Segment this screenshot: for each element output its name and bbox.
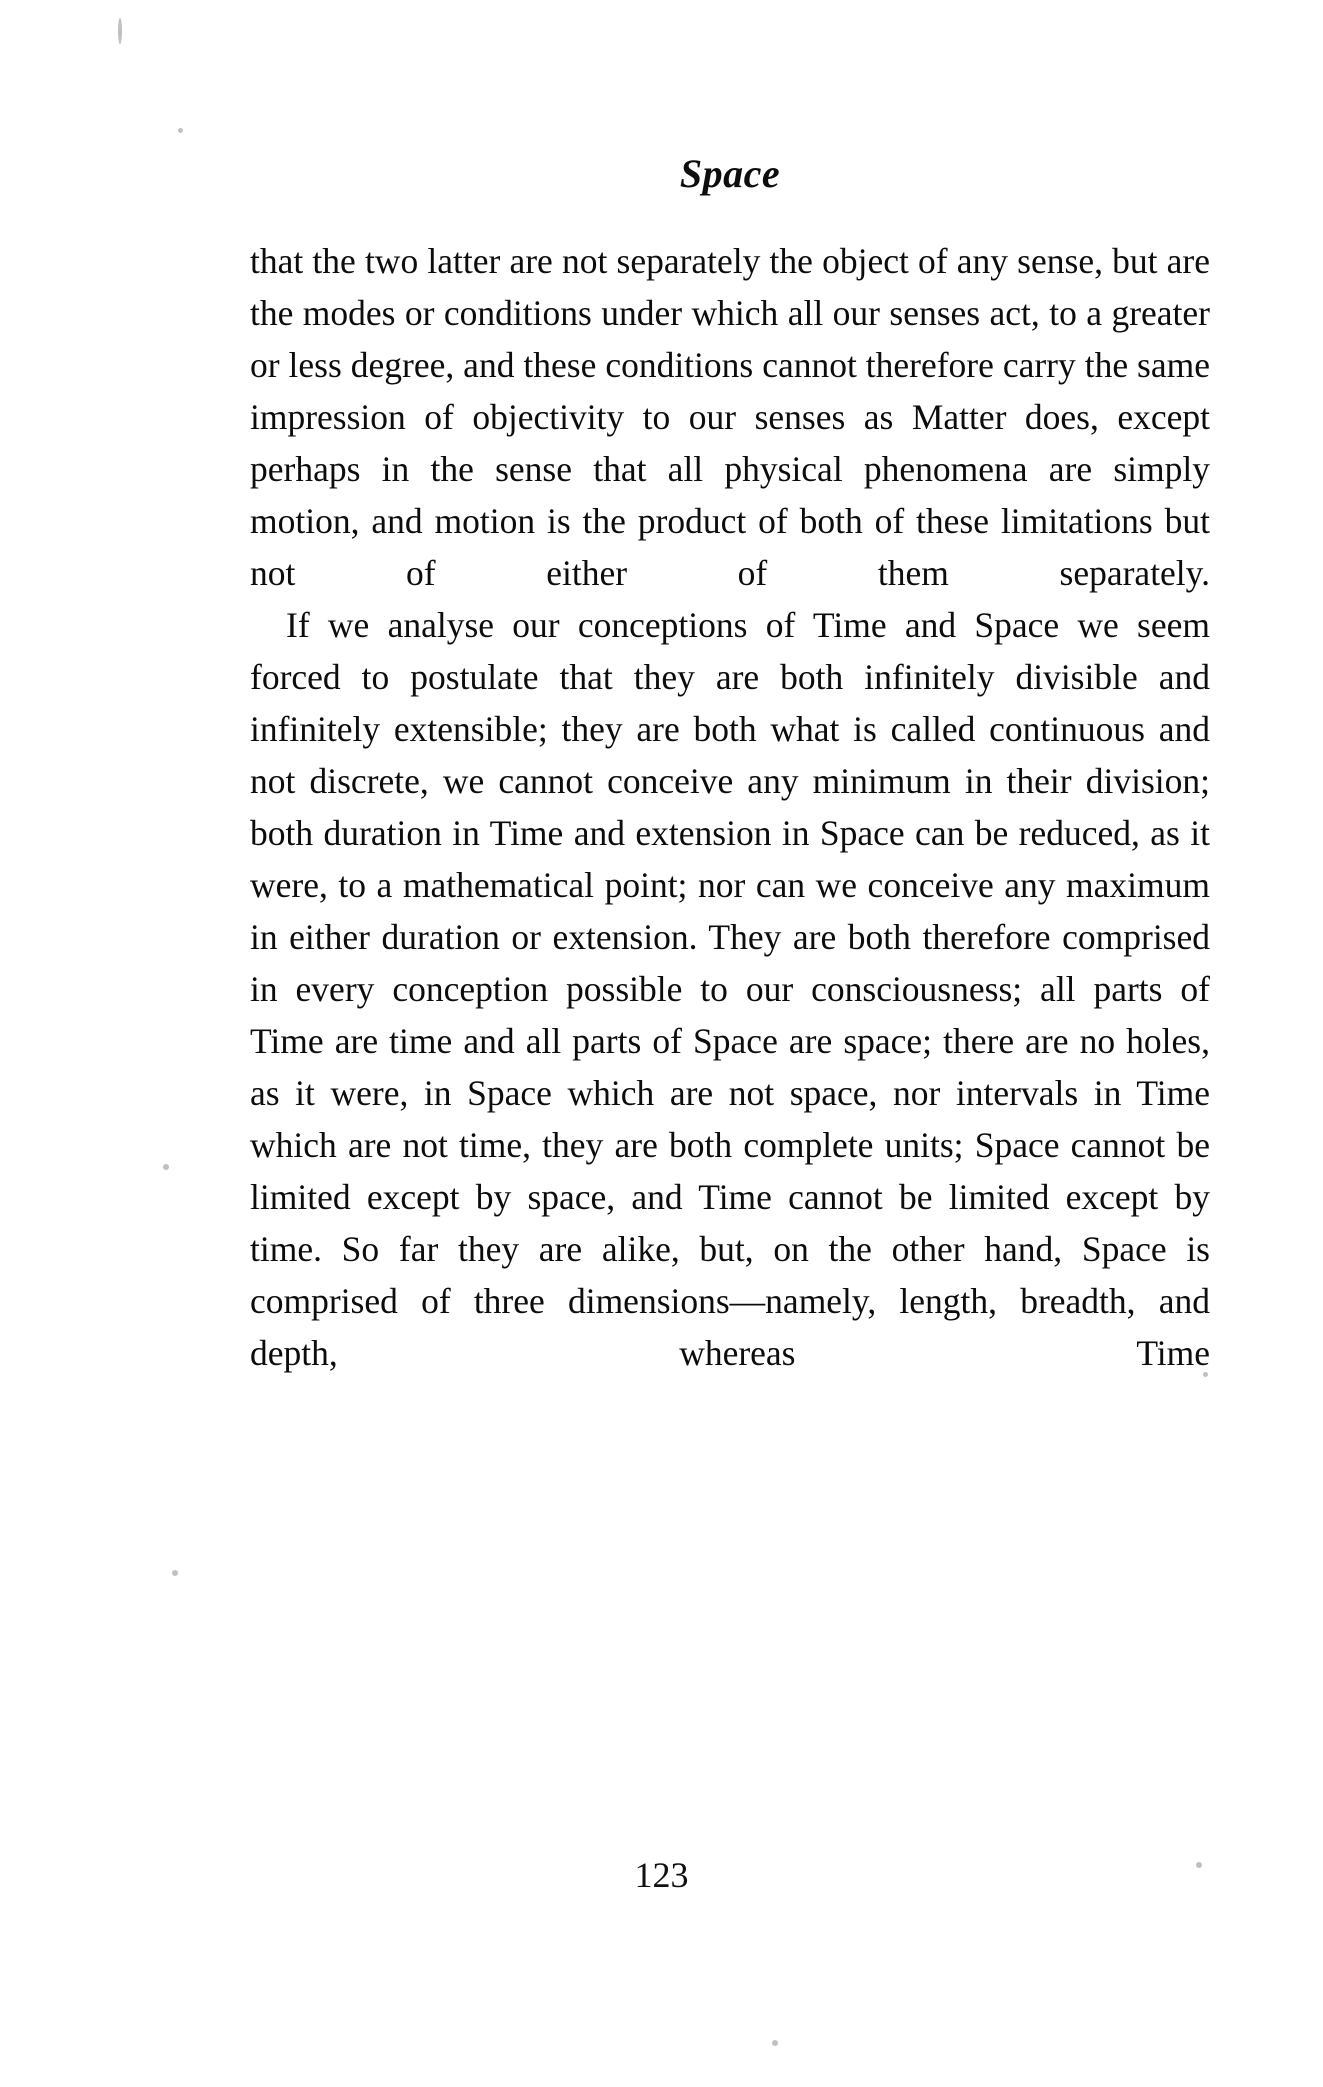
scan-speck xyxy=(772,2040,778,2046)
scan-speck xyxy=(172,1570,178,1576)
paragraph-continued: that the two latter are not separately the object of any sense, but are the modes or conditions under which all our senses act, to a greater or less degree, and these conditions cannot therefore carry the same impression of objectivity to our senses as Matter does, except perhaps in the sense that all physical phenomena are simply motion, and motion is the product of both of these limitations but not of either of them separately. xyxy=(250,241,1210,593)
page-content xyxy=(250,150,1210,1379)
scan-speck xyxy=(178,128,183,133)
scan-speck xyxy=(118,18,122,44)
scan-speck xyxy=(163,1164,169,1170)
paragraph-analysis: If we analyse our conceptions of Time and Space we seem forced to postulate that they are both infinitely divisible and infinitely extensible; they are both what is called continuous and not discrete, we cannot conceive any minimum in their division; both duration in Time and extension in Space can be reduced, as it were, to a mathematical point; nor can we conceive any maximum in either duration or extension. They are both therefore comprised in every conception possible to our consciousness; all parts of Time are time and all parts of Space are space; there are no holes, as it were, in Space which are not space, nor intervals in Time which are not time, they are both complete units; Space cannot be limited except by space, and Time cannot be limited except by time. So far they are alike, but, on the other hand, Space is comprised of three dimensions—namely, length, breadth, and depth, whereas Time xyxy=(250,605,1210,1373)
page-number: 123 xyxy=(634,1855,689,1895)
running-head: Space xyxy=(679,151,781,196)
body-text-column xyxy=(250,235,1210,1379)
